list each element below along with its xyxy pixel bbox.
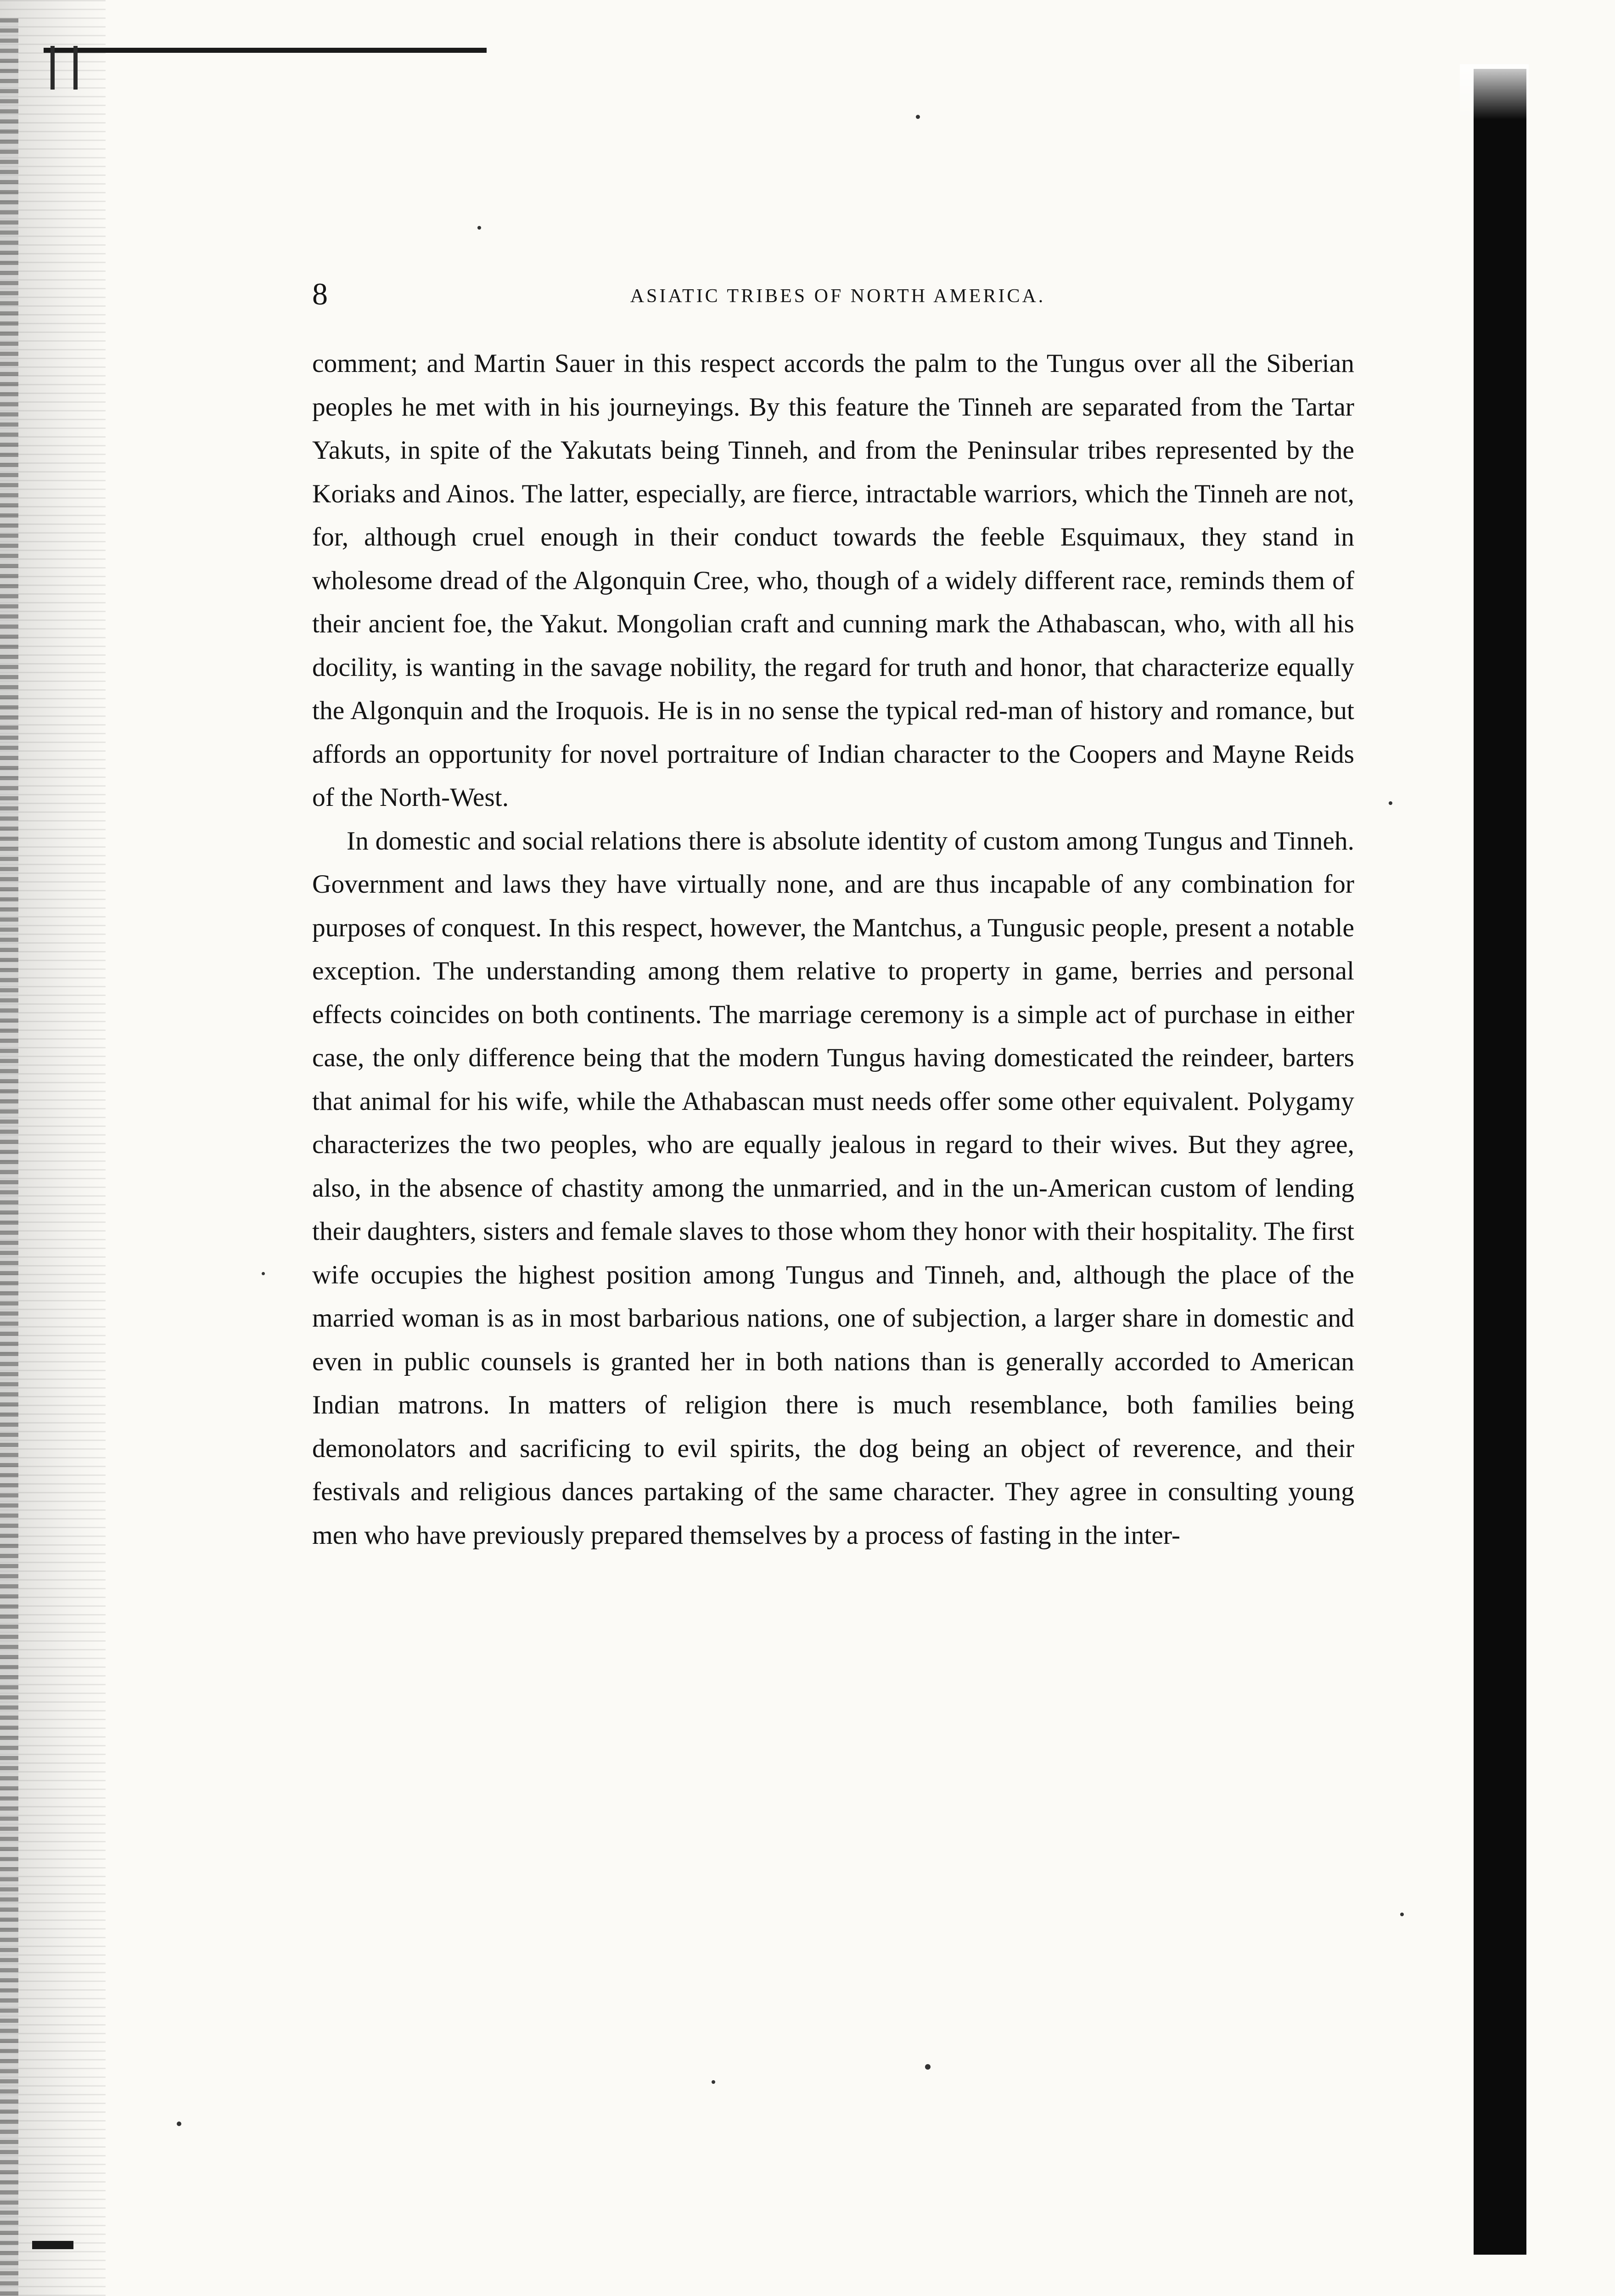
scan-top-mark (73, 46, 78, 90)
scan-speck (477, 226, 481, 230)
scan-right-edge-bar (1474, 69, 1526, 2255)
scan-speck (1400, 1913, 1404, 1916)
scan-speck (712, 2080, 715, 2084)
page-header (312, 273, 1354, 315)
scan-speck (925, 2064, 931, 2070)
scan-speck (262, 1272, 265, 1275)
page-number: 8 (312, 276, 328, 311)
page-body (312, 342, 1354, 1557)
scan-speck (177, 2122, 181, 2126)
scan-top-rule (44, 48, 487, 53)
body-paragraph: In domestic and social relations there is absolute identity of custom among Tungus and Tinneh. Government and laws they have virtually none, and are thus incapable of any combination for purposes of conquest. In this respect, however, the Mantchus, a Tungusic people, present a notable exception. The understanding among them relative to property in game, berries and personal effects coincides on both continents. The marriage ceremony is a simple act of purchase in either case, the only difference being that the modern Tungus having domesticated the reindeer, barters that animal for his wife, while the Athabascan must needs offer some other equivalent. Polygamy characterizes the two peoples, who are equally jealous in regard to their wives. But they agree, also, in the absence of chastity among the unmarried, and in the un-American custom of lending their daughters, sisters and female slaves to those whom they honor with their hospitality. The first wife occupies the highest position among Tungus and Tinneh, and, although the place of the married woman is as in most barbarious nations, one of subjection, a larger share in domestic and even in public counsels is granted her in both nations than is generally accorded to American Indian matrons. In matters of religion there is much resemblance, both families being demonolators and sacrificing to evil spirits, the dog being an object of reverence, and their festivals and religious dances partaking of the same character. They agree in consulting young men who have previously prepared themselves by a process of fasting in the inter- (312, 826, 1354, 1550)
scan-binding-edge (0, 18, 18, 2296)
scan-bottom-mark (32, 2241, 73, 2249)
scan-top-mark (50, 46, 55, 90)
body-paragraph: comment; and Martin Sauer in this respect accords the palm to the Tungus over all the Siberian peoples he met with in his journeyings. By this feature the Tinneh are separated from the Tartar Yakuts, in spite of the Yakutats being Tinneh, and from the Peninsular tribes represented by the Koriaks and Ainos. The latter, especially, are fierce, intractable warriors, which the Tinneh are not, for, although cruel enough in their conduct towards the feeble Esquimaux, they stand in wholesome dread of the Algonquin Cree, who, though of a widely different race, reminds them of their ancient foe, the Yakut. Mongolian craft and cunning mark the Athabascan, who, with all his docility, is wanting in the savage nobility, the regard for truth and honor, that characterize equally the Algonquin and the Iroquois. He is in no sense the typical red-man of history and romance, but affords an opportunity for novel portraiture of Indian character to the Coopers and Mayne Reids of the North-West. (312, 349, 1354, 812)
scan-right-edge-fade (1460, 64, 1529, 119)
scan-speck (916, 115, 920, 119)
running-head: ASIATIC TRIBES OF NORTH AMERICA. (630, 286, 1046, 307)
scan-speck (1389, 801, 1392, 805)
